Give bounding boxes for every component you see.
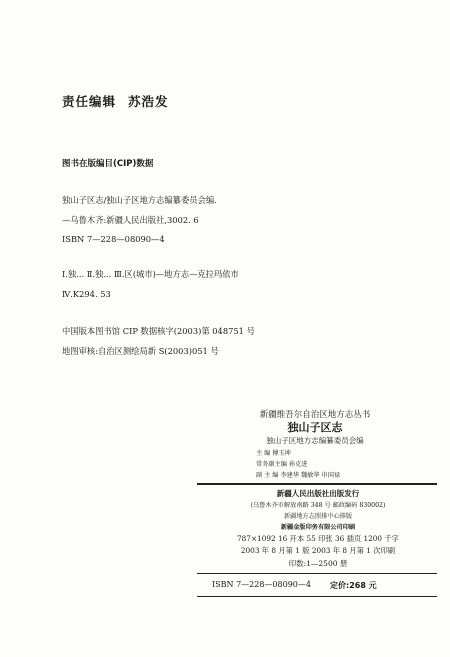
editor-name: 苏浩发: [128, 94, 169, 109]
cip-subject: Ⅰ.独... Ⅱ.独... Ⅲ.区(城市)—地方志—克拉玛依市: [62, 269, 239, 279]
cip-number: 中国版本图书馆 CIP 数据核字(2003)第 048751 号: [62, 326, 255, 336]
divider-middle: [197, 573, 437, 574]
cip-line-1: 独山子区志/独山子区地方志编纂委员会编.: [62, 195, 217, 205]
typesetting: 新疆地方志照排中心排版: [283, 513, 353, 520]
printer: 新疆金版印务有限公司印刷: [280, 524, 356, 531]
responsible-editor: [62, 92, 169, 110]
deputy-editors: 副 主 编 李建华 魏敏华 申国禄: [256, 472, 341, 479]
compiler: 独山子区地方志编纂委员会编: [266, 436, 364, 445]
publisher: 新疆人民出版社出版发行: [276, 489, 360, 498]
cip-line-2: —乌鲁木齐:新疆人民出版社,3002. 6: [62, 215, 199, 225]
chief-editor: 主 编 傅玉坤: [256, 450, 291, 457]
divider-bottom: [197, 596, 437, 597]
series-title: 新疆维吾尔自治区地方志丛书: [259, 410, 371, 420]
cip-line-3: ISBN 7—228—08090—4: [62, 234, 165, 244]
edition-info: 2003 年 8 月第 1 版 2003 年 8 月第 1 次印刷: [240, 546, 396, 555]
divider-top: [197, 483, 437, 485]
book-title: 独山子区志: [287, 421, 343, 434]
executive-deputy-editor: 常务副主编 孙克进: [256, 461, 308, 468]
price: 定价:268 元: [330, 581, 377, 590]
cip-heading: 图书在版编目(CIP)数据: [62, 159, 154, 169]
map-review-number: 地图审核:自治区测绘局新 S(2003)051 号: [62, 346, 219, 356]
publisher-address: (乌鲁木齐市解放南路 348 号 邮政编码 830002): [250, 502, 386, 509]
isbn-bottom: ISBN 7—228—08090—4: [212, 580, 311, 589]
cip-classification: Ⅳ.K294. 53: [62, 289, 111, 299]
book-format: 787×1092 16 开本 55 印张 36 插页 1200 千字: [237, 534, 399, 543]
print-run: 印数:1—2500 册: [288, 559, 348, 568]
editor-label: 责任编辑: [62, 94, 117, 109]
